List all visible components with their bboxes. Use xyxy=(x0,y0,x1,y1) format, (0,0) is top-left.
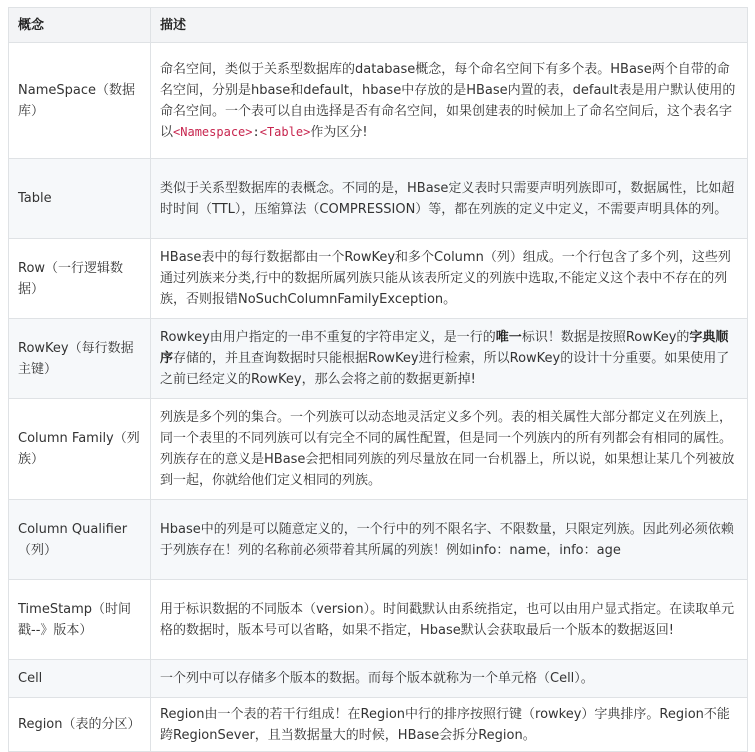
inline-code-table: <Table> xyxy=(259,124,311,139)
concept-cell: Row（一行逻辑数据） xyxy=(9,239,151,319)
description-text: 作为区分! xyxy=(310,124,368,140)
description-text: 命名空间，类似于关系型数据库的database概念，每个命名空间下有多个表。HBase两个自带的命名空间，分别是hbase和default，hbase中存放的是HBase内置的表，default表是用户默认使用的命名空间。一个表可以自由选择是否有命名空间，如果创建表的时候加上了命名空间后，这个表名字以 xyxy=(160,61,736,140)
description-cell: HBase表中的每行数据都由一个RowKey和多个Column（列）组成。一个行包含了多个列，这些列通过列族来分类,行中的数据所属列族只能从该表所定义的列族中选取,不能定义这个表中不存在的列族，否则报错NoSuchColumnFamilyException。 xyxy=(151,239,748,319)
description-cell: 类似于关系型数据库的表概念。不同的是，HBase定义表时只需要声明列族即可，数据属性，比如超时时间（TTL），压缩算法（COMPRESSION）等，都在列族的定义中定义，不需要声明具体的列。 xyxy=(151,159,748,239)
concept-cell: TimeStamp（时间戳--》版本） xyxy=(9,580,151,660)
description-cell: 用于标识数据的不同版本（version）。时间戳默认由系统指定，也可以由用户显式指定。在读取单元格的数据时，版本号可以省略，如果不指定，Hbase默认会获取最后一个版本的数据返回! xyxy=(151,580,748,660)
concept-cell: RowKey（每行数据主键） xyxy=(9,319,151,399)
table-row xyxy=(9,399,748,500)
description-text: Rowkey由用户指定的一串不重复的字符串定义，是一行的 xyxy=(160,330,496,345)
concept-cell: Cell xyxy=(9,660,151,698)
description-cell: 列族是多个列的集合。一个列族可以动态地灵活定义多个列。表的相关属性大部分都定义在列族上，同一个表里的不同列族可以有完全不同的属性配置，但是同一个列族内的所有列都会有相同的属性。列族存在的意义是HBase会把相同列族的列尽量放在同一台机器上，所以说，如果想让某几个列被放到一起，你就给他们定义相同的列族。 xyxy=(151,399,748,500)
bold-text-dictionary-order: 字典顺序 xyxy=(160,330,729,366)
description-cell: Hbase中的列是可以随意定义的，一个行中的列不限名字、不限数量，只限定列族。因此列必须依赖于列族存在！列的名称前必须带着其所属的列族！例如info：name，info：age xyxy=(151,500,748,580)
bold-text-unique: 唯一 xyxy=(495,330,522,345)
table-row xyxy=(9,43,748,159)
concept-cell: Table xyxy=(9,159,151,239)
concept-cell: NameSpace（数据库） xyxy=(9,43,151,159)
inline-code-separator: : xyxy=(252,124,260,139)
concept-table xyxy=(8,7,748,752)
table-row xyxy=(9,580,748,660)
table-row xyxy=(9,500,748,580)
concept-cell: Column Qualifier（列） xyxy=(9,500,151,580)
description-text: 存储的，并且查询数据时只能根据RowKey进行检索，所以RowKey的设计十分重要。如果使用了之前已经定义的RowKey，那么会将之前的数据更新掉! xyxy=(160,351,730,387)
description-cell: Region由一个表的若干行组成！在Region中行的排序按照行键（rowkey）字典排序。Region不能跨RegionSever，且当数据量大的时候，HBase会拆分Region。 xyxy=(151,698,748,752)
table-row xyxy=(9,319,748,399)
description-cell xyxy=(151,319,748,399)
table-row xyxy=(9,660,748,698)
table-row xyxy=(9,239,748,319)
concept-table-container xyxy=(8,7,747,752)
concept-cell: Column Family（列族） xyxy=(9,399,151,500)
table-row xyxy=(9,698,748,752)
inline-code-namespace: <Namespace> xyxy=(173,124,253,139)
header-description: 描述 xyxy=(151,8,748,43)
description-cell xyxy=(151,43,748,159)
table-row xyxy=(9,159,748,239)
concept-cell: Region（表的分区） xyxy=(9,698,151,752)
description-text: 标识！数据是按照RowKey的 xyxy=(521,330,690,345)
header-concept: 概念 xyxy=(9,8,151,43)
table-header-row xyxy=(9,8,748,43)
description-cell: 一个列中可以存储多个版本的数据。而每个版本就称为一个单元格（Cell）。 xyxy=(151,660,748,698)
